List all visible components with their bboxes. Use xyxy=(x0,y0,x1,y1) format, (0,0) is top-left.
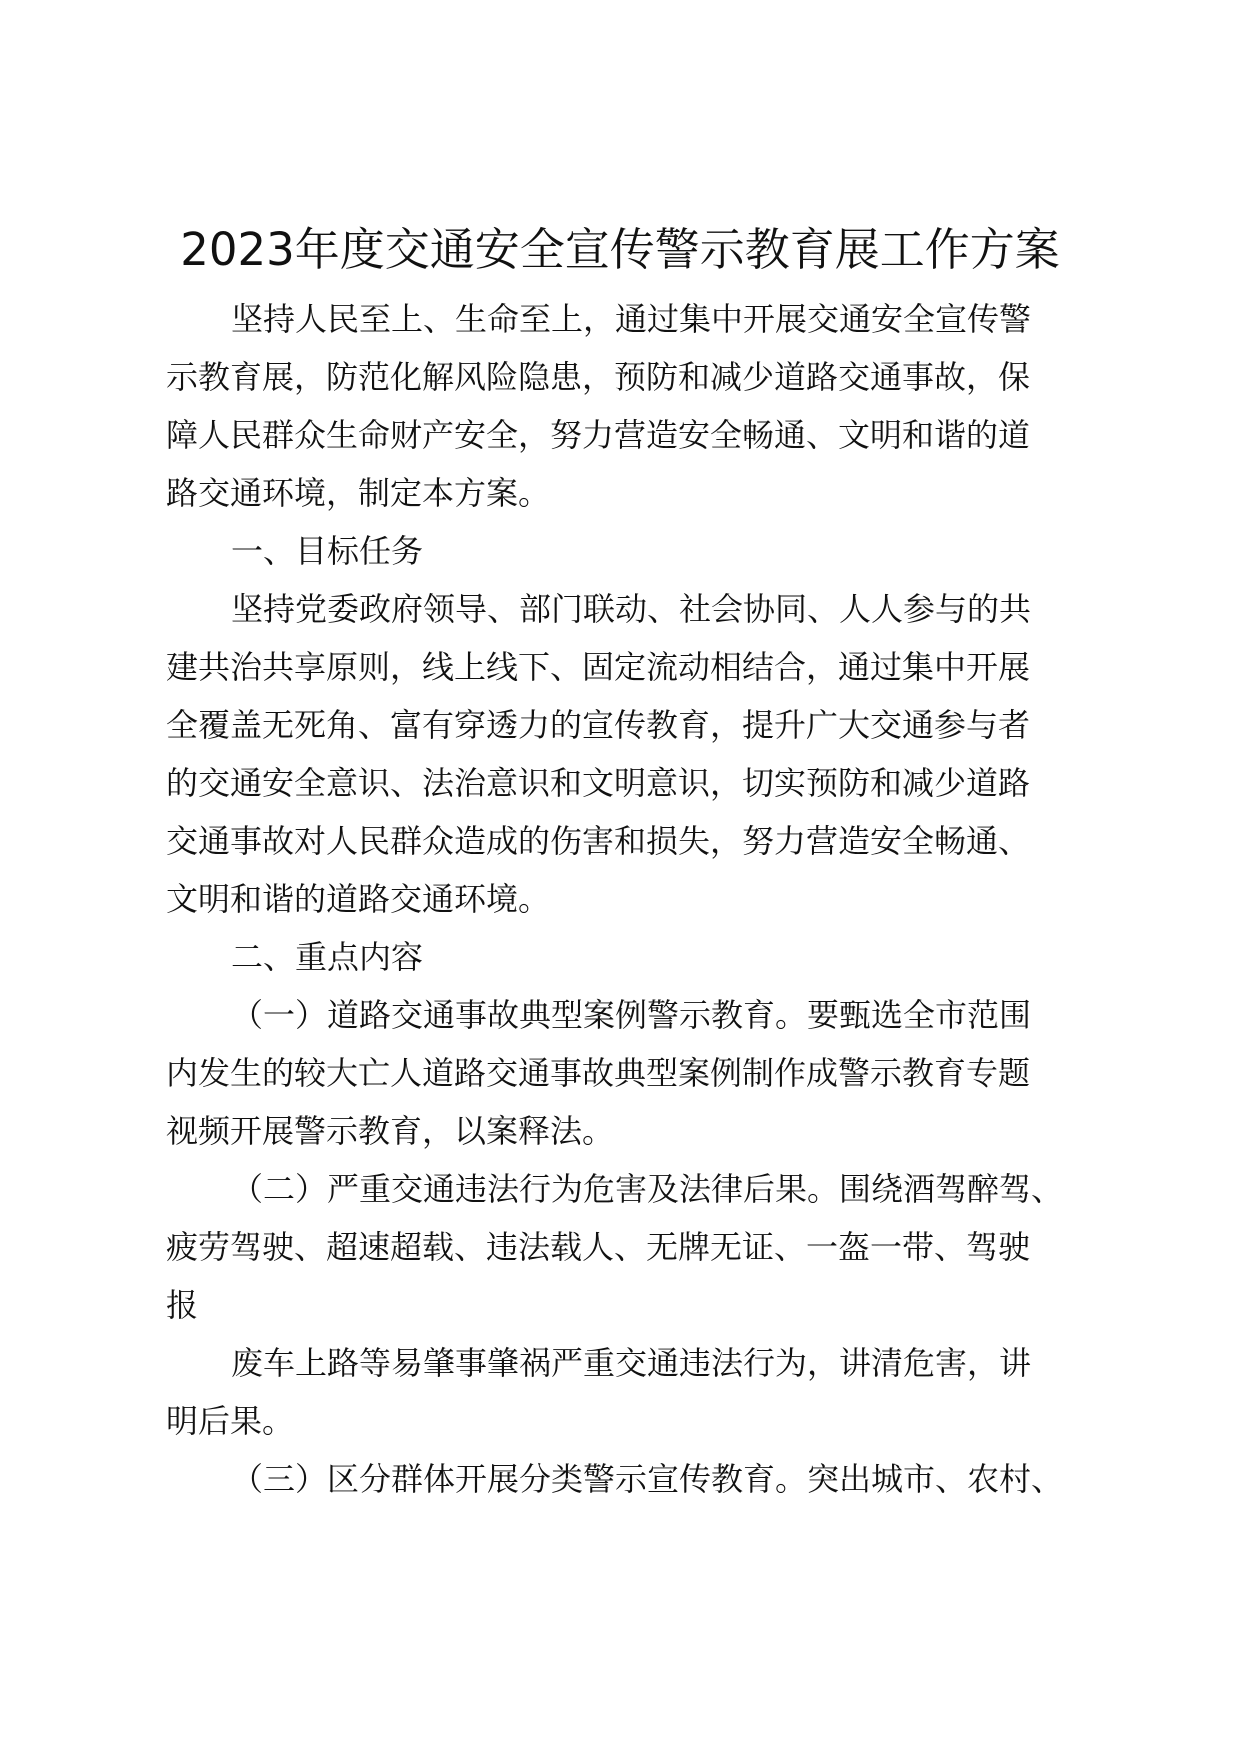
paragraph-line: 视频开展警示教育，以案释法。 xyxy=(166,1112,615,1150)
paragraph-line: 全覆盖无死角、富有穿透力的宣传教育，提升广大交通参与者 xyxy=(166,706,1031,744)
section-heading: 二、重点内容 xyxy=(231,938,424,976)
paragraph-line: 建共治共享原则，线上线下、固定流动相结合，通过集中开展 xyxy=(166,648,1031,686)
paragraph-line: 障人民群众生命财产安全，努力营造安全畅通、文明和谐的道 xyxy=(166,416,1031,454)
paragraph-line: 疲劳驾驶、超速超载、违法载人、无牌无证、一盔一带、驾驶 xyxy=(166,1228,1031,1266)
paragraph-line: 明后果。 xyxy=(166,1402,295,1440)
paragraph-line: 内发生的较大亡人道路交通事故典型案例制作成警示教育专题 xyxy=(166,1054,1031,1092)
paragraph-line: 文明和谐的道路交通环境。 xyxy=(166,880,551,918)
section-heading: 一、目标任务 xyxy=(231,532,424,570)
document-body xyxy=(166,290,1096,1508)
paragraph-line: 的交通安全意识、法治意识和文明意识，切实预防和减少道路 xyxy=(166,764,1031,802)
paragraph-line: （一）道路交通事故典型案例警示教育。要甄选全市范围 xyxy=(231,996,1032,1034)
document-title: 2023年度交通安全宣传警示教育展工作方案 xyxy=(180,223,1060,276)
paragraph-line: 交通事故对人民群众造成的伤害和损失，努力营造安全畅通、 xyxy=(166,822,1031,860)
paragraph-line: 示教育展，防范化解风险隐患，预防和减少道路交通事故，保 xyxy=(166,358,1031,396)
paragraph-line: 报 xyxy=(166,1286,199,1324)
paragraph-line: 坚持人民至上、生命至上，通过集中开展交通安全宣传警 xyxy=(231,300,1032,338)
paragraph-line: 坚持党委政府领导、部门联动、社会协同、人人参与的共 xyxy=(231,590,1032,628)
paragraph-line: （三）区分群体开展分类警示宣传教育。突出城市、农村、 xyxy=(231,1460,1064,1498)
paragraph-line: 废车上路等易肇事肇祸严重交通违法行为，讲清危害，讲 xyxy=(231,1344,1032,1382)
paragraph-line: 路交通环境，制定本方案。 xyxy=(166,474,551,512)
paragraph-line: （二）严重交通违法行为危害及法律后果。围绕酒驾醉驾、 xyxy=(231,1170,1064,1208)
